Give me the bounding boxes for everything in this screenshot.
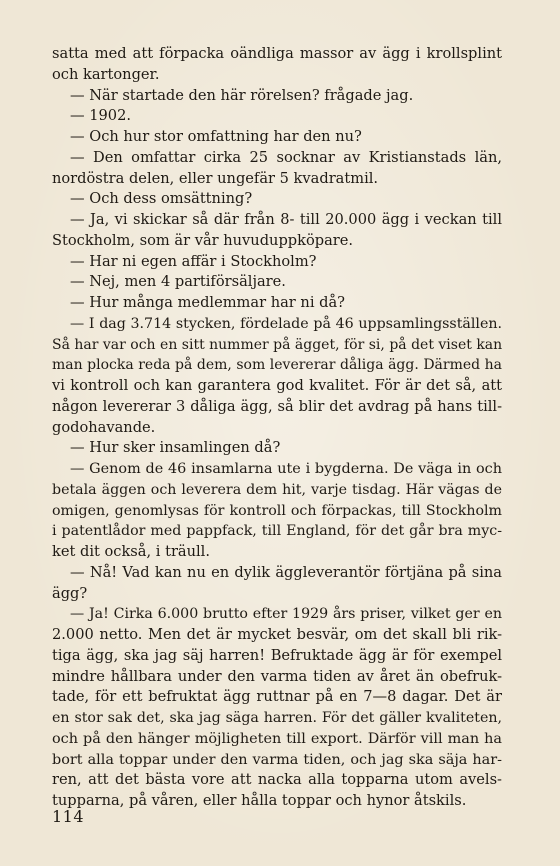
text-line: bort alla toppar under den varma tiden, och jag ska säja har- bbox=[52, 751, 502, 768]
text-line: — I dag 3.714 stycken, fördelade på 46 uppsamlingsställen. bbox=[70, 315, 502, 332]
text-line: man plocka reda på dem, som levererar dåliga ägg. Därmed ha bbox=[52, 357, 502, 374]
text-line: en stor sak det, ska jag säga harren. För det gäller kvaliteten, bbox=[52, 710, 502, 726]
text-line: — Och hur stor omfattning har den nu? bbox=[70, 128, 362, 145]
text-line: och kartonger. bbox=[52, 65, 160, 83]
text-line: — 1902. bbox=[70, 107, 132, 125]
text-line: — Nej, men 4 partiförsäljare. bbox=[70, 273, 286, 291]
text-line: Så har var och en sitt nummer på ägget, för si, på det viset kan bbox=[52, 336, 503, 353]
text-line: — När startade den här rörelsen? frågade jag. bbox=[70, 86, 414, 104]
text-line: någon levererar 3 dåliga ägg, så blir det avdrag på hans till- bbox=[52, 397, 502, 415]
text-line: och på den hänger möjligheten till export. Därför vill man ha bbox=[52, 730, 502, 747]
text-line: tiga ägg, ska jag säj harren! Befruktade ägg är för exempel bbox=[52, 646, 502, 664]
page-number: 114 bbox=[52, 807, 85, 826]
text-line: — Och dess omsättning? bbox=[70, 190, 253, 208]
text-line: nordöstra delen, eller ungefär 5 kvadratmil. bbox=[52, 169, 379, 187]
text-line: tupparna, på våren, eller hålla toppar och hynor åtskils. bbox=[52, 792, 467, 809]
text-line: ägg? bbox=[52, 584, 88, 602]
text-line: ket dit också, i träull. bbox=[52, 543, 210, 560]
text-line: satta med att förpacka oändliga massor av ägg i krollsplint bbox=[52, 45, 502, 62]
text-line: — Nå! Vad kan nu en dylik äggleverantör förtjäna på sina bbox=[70, 563, 502, 581]
text-line: — Ja, vi skickar så där från 8- till 20.000 ägg i veckan till bbox=[70, 211, 502, 228]
text-line: Stockholm, som är vår huvuduppköpare. bbox=[52, 231, 354, 249]
text-line: — Genom de 46 insamlarna ute i bygderna. De väga in och bbox=[70, 461, 502, 477]
text-line: — Hur sker insamlingen då? bbox=[70, 439, 281, 457]
text-line: omigen, genomlysas för kontroll och förpackas, till Stockholm bbox=[52, 502, 502, 519]
text-line: — Den omfattar cirka 25 socknar av Kristianstads län, bbox=[70, 148, 502, 166]
text-line: tade, för ett befruktat ägg ruttnar på en 7—8 dagar. Det är bbox=[52, 688, 502, 706]
text-line: — Ja! Cirka 6.000 brutto efter 1929 års priser, vilket ger en bbox=[70, 606, 502, 623]
text-line: — Hur många medlemmar har ni då? bbox=[70, 294, 345, 311]
text-line: vi kontroll och kan garantera god kvalitet. För är det så, att bbox=[52, 377, 502, 394]
text-line: mindre hållbara under den varma tiden av året än obefruk- bbox=[52, 667, 502, 685]
text-line: 2.000 netto. Men det är mycket besvär, om det skall bli rik- bbox=[52, 626, 502, 643]
text-line: ren, att det bästa vore att nacka alla topparna utom avels- bbox=[52, 771, 502, 789]
text-line: betala äggen och leverera dem hit, varje tisdag. Här vägas de bbox=[52, 481, 502, 498]
text-line: godohavande. bbox=[52, 418, 156, 436]
text-line: i patentlådor med pappfack, till England, för det går bra myc- bbox=[52, 523, 502, 540]
text-line: — Har ni egen affär i Stockholm? bbox=[70, 252, 317, 270]
body-text bbox=[52, 44, 502, 812]
